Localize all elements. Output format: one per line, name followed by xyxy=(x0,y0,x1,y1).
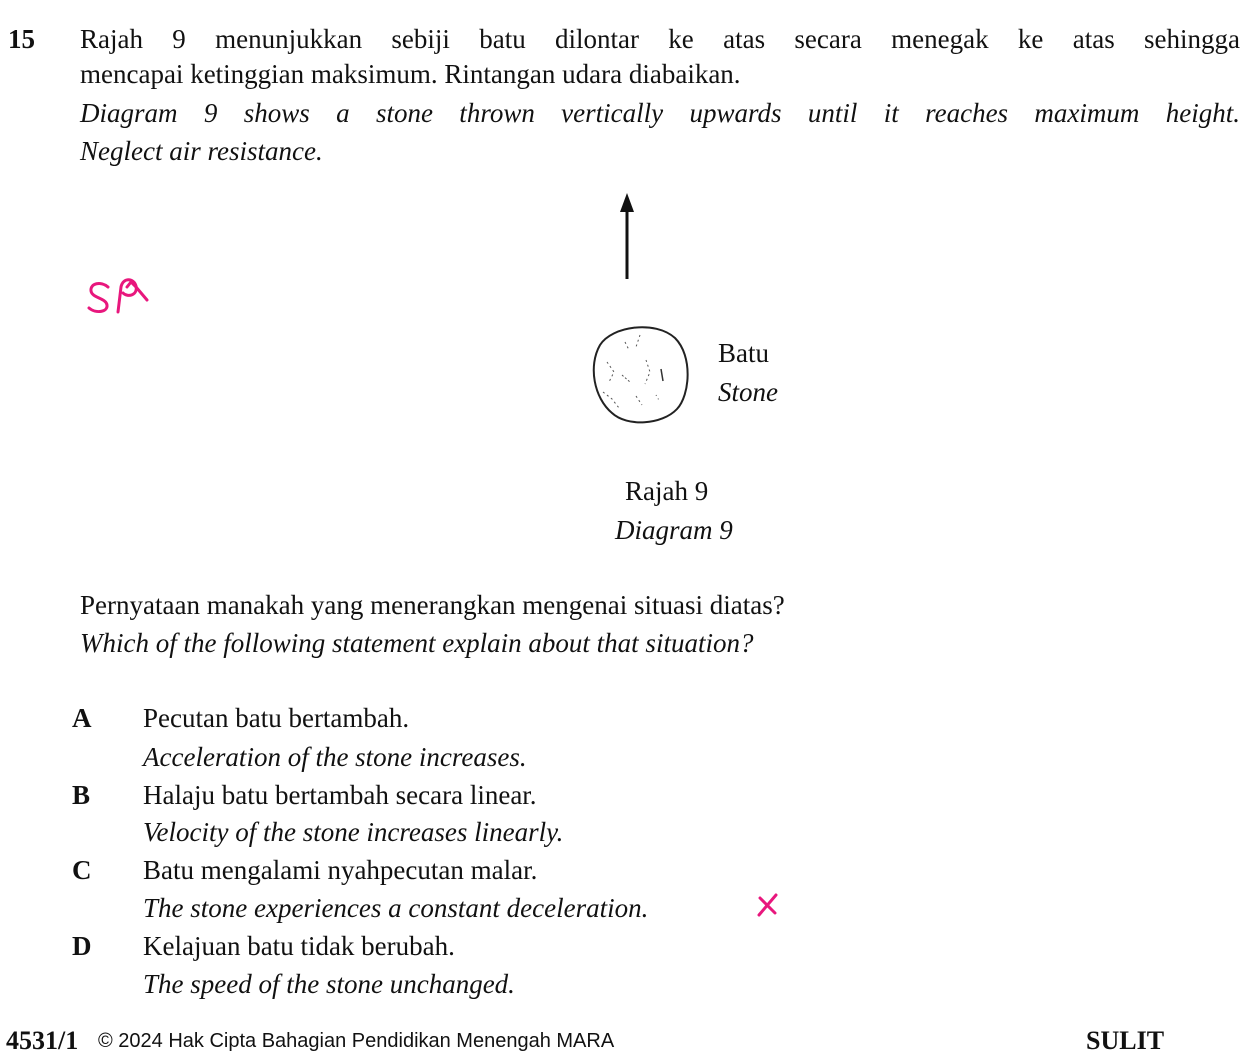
option-b-letter: B xyxy=(72,780,91,810)
option-d-text-en: The speed of the stone unchanged. xyxy=(143,969,515,999)
question-text-ms-line1: Rajah 9 menunjukkan sebiji batu dilontar ke atas secara menegak ke atas sehingga xyxy=(80,24,1240,54)
question-number: 15 xyxy=(8,24,35,54)
diagram-caption-en: Diagram 9 xyxy=(615,515,733,545)
prompt-en: Which of the following statement explain about that situation? xyxy=(80,628,754,658)
upward-arrow-icon xyxy=(620,193,634,279)
stone-label-en: Stone xyxy=(718,377,778,407)
stone-icon xyxy=(594,327,688,422)
paper-code: 4531/1 xyxy=(6,1026,79,1055)
option-d-letter: D xyxy=(72,931,92,961)
option-d-text-ms: Kelajuan batu tidak berubah. xyxy=(143,931,455,961)
question-text-ms-line2: mencapai ketinggian maksimum. Rintangan udara diabaikan. xyxy=(80,59,741,89)
diagram-caption-ms: Rajah 9 xyxy=(625,476,709,506)
question-text-en-line1: Diagram 9 shows a stone thrown vertically upwards until it reaches maximum height. xyxy=(80,98,1240,128)
question-text-en-line2: Neglect air resistance. xyxy=(80,136,323,166)
option-b-text-en: Velocity of the stone increases linearly. xyxy=(143,817,564,847)
handwritten-sp-annotation xyxy=(89,280,147,312)
option-a-text-ms: Pecutan batu bertambah. xyxy=(143,703,410,733)
option-a-letter: A xyxy=(72,703,92,733)
handwritten-cross-mark xyxy=(759,895,776,915)
option-b-text-ms: Halaju batu bertambah secara linear. xyxy=(143,780,537,810)
option-c-text-en: The stone experiences a constant deceleration. xyxy=(143,893,649,923)
stone-label-ms: Batu xyxy=(718,338,769,368)
copyright-notice: © 2024 Hak Cipta Bahagian Pendidikan Menengah MARA xyxy=(98,1030,615,1052)
option-c-text-ms: Batu mengalami nyahpecutan malar. xyxy=(143,855,538,885)
classification-label: SULIT xyxy=(1086,1026,1165,1055)
option-c-letter: C xyxy=(72,855,92,885)
prompt-ms: Pernyataan manakah yang menerangkan mengenai situasi diatas? xyxy=(80,590,785,620)
option-a-text-en: Acceleration of the stone increases. xyxy=(143,742,527,772)
